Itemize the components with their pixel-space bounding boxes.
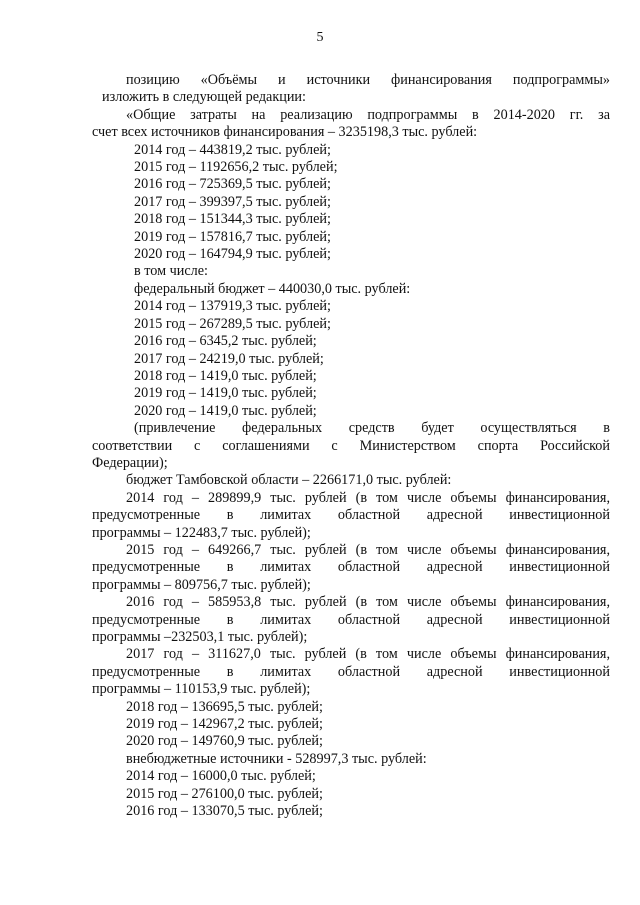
total-year-2017: 2017 год – 399397,5 тыс. рублей; <box>134 193 331 210</box>
federal-year-2020: 2020 год – 1419,0 тыс. рублей; <box>134 402 317 419</box>
regional-2014-line-3: программы – 122483,7 тыс. рублей); <box>92 524 311 541</box>
federal-year-2019: 2019 год – 1419,0 тыс. рублей; <box>134 385 317 402</box>
intro-line-1: позицию «Объёмы и источники финансирования подпрограммы» <box>126 72 610 88</box>
total-year-2019: 2019 год – 157816,7 тыс. рублей; <box>134 228 331 245</box>
regional-2014-line-2: предусмотренные в лимитах областной адресной инвестиционной <box>92 507 610 524</box>
federal-note-line-2: соответствии с соглашениями с Министерством спорта Российской <box>92 437 610 454</box>
regional-2016-line-2: предусмотренные в лимитах областной адресной инвестиционной <box>92 611 610 628</box>
regional-2016-line-3: программы –232503,1 тыс. рублей); <box>92 629 308 645</box>
extrabudget-year-2016: 2016 год – 133070,5 тыс. рублей; <box>126 803 323 820</box>
federal-note-line-3: Федерации); <box>92 454 168 471</box>
regional-2016-line-1: 2016 год – 585953,8 тыс. рублей (в том числе объемы финансирования, <box>126 594 610 611</box>
federal-year-2018: 2018 год – 1419,0 тыс. рублей; <box>134 367 317 384</box>
regional-2017-line-1: 2017 год – 311627,0 тыс. рублей (в том числе объемы финансирования, <box>126 646 610 663</box>
document-body <box>92 72 610 820</box>
regional-year-2018: 2018 год – 136695,5 тыс. рублей; <box>126 698 323 715</box>
total-year-2020: 2020 год – 164794,9 тыс. рублей; <box>134 246 331 263</box>
regional-2015-line-1: 2015 год – 649266,7 тыс. рублей (в том числе объемы финансирования, <box>126 541 610 558</box>
regional-heading: бюджет Тамбовской области – 2266171,0 тыс. рублей: <box>126 472 452 489</box>
total-year-2016: 2016 год – 725369,5 тыс. рублей; <box>134 176 331 193</box>
regional-year-2020: 2020 год – 149760,9 тыс. рублей; <box>126 733 323 750</box>
federal-note-line-1: (привлечение федеральных средств будет осуществляться в <box>134 420 610 437</box>
regional-2017-line-3: программы – 110153,9 тыс. рублей); <box>92 681 311 698</box>
extrabudget-year-2015: 2015 год – 276100,0 тыс. рублей; <box>126 785 323 802</box>
total-line-2: счет всех источников финансирования – 3235198,3 тыс. рублей: <box>92 124 478 141</box>
federal-year-2015: 2015 год – 267289,5 тыс. рублей; <box>134 315 331 332</box>
intro-line-2: изложить в следующей редакции: <box>102 89 306 106</box>
federal-heading: федеральный бюджет – 440030,0 тыс. рублей: <box>134 280 411 297</box>
page-number: 5 <box>316 30 324 45</box>
extrabudget-year-2014: 2014 год – 16000,0 тыс. рублей; <box>126 768 316 785</box>
federal-year-2014: 2014 год – 137919,3 тыс. рублей; <box>134 298 331 315</box>
including-label: в том числе: <box>134 263 208 280</box>
total-line-1: «Общие затраты на реализацию подпрограммы в 2014-2020 гг. за <box>126 106 610 123</box>
federal-year-2017: 2017 год – 24219,0 тыс. рублей; <box>134 350 324 367</box>
regional-2015-line-3: программы – 809756,7 тыс. рублей); <box>92 576 311 593</box>
total-year-2018: 2018 год – 151344,3 тыс. рублей; <box>134 211 331 228</box>
regional-year-2019: 2019 год – 142967,2 тыс. рублей; <box>126 716 323 733</box>
federal-year-2016: 2016 год – 6345,2 тыс. рублей; <box>134 333 317 350</box>
regional-2017-line-2: предусмотренные в лимитах областной адресной инвестиционной <box>92 663 610 680</box>
regional-2014-line-1: 2014 год – 289899,9 тыс. рублей (в том числе объемы финансирования, <box>126 489 610 506</box>
total-year-2015: 2015 год – 1192656,2 тыс. рублей; <box>134 159 338 176</box>
regional-2015-line-2: предусмотренные в лимитах областной адресной инвестиционной <box>92 559 610 576</box>
total-year-2014: 2014 год – 443819,2 тыс. рублей; <box>134 141 331 158</box>
extrabudget-heading: внебюджетные источники - 528997,3 тыс. рублей: <box>126 750 427 767</box>
